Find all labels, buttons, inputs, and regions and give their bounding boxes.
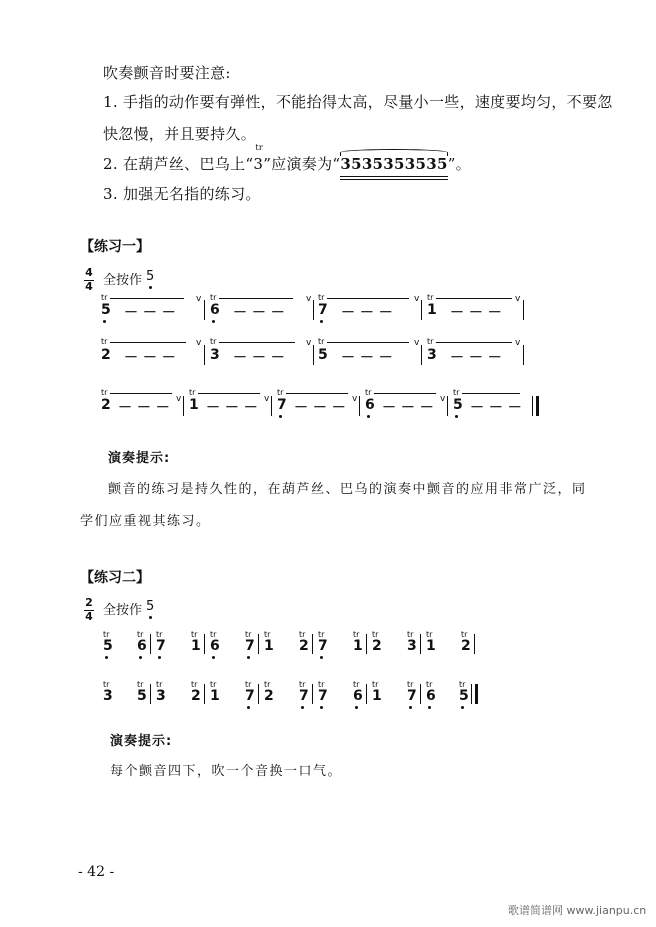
- trill-line: [327, 342, 409, 343]
- note: 2: [101, 347, 111, 363]
- trill-mark: tr: [210, 630, 217, 639]
- trill-mark: tr: [277, 388, 284, 397]
- trill-mark: tr: [426, 630, 433, 639]
- bar-line: [258, 634, 259, 654]
- trill-expansion: 3535353535: [340, 155, 448, 173]
- slur: [340, 149, 447, 156]
- trill-line: [462, 393, 520, 394]
- note: 7: [277, 397, 287, 413]
- trill-mark: tr: [255, 143, 263, 152]
- intro-item-2-suffix: ”。: [447, 155, 471, 173]
- note: 5: [101, 302, 111, 318]
- trill-line: [436, 298, 512, 299]
- note: 7: [156, 638, 166, 654]
- trill-mark: tr: [407, 630, 414, 639]
- note: 7: [299, 688, 309, 704]
- bar-line: [366, 634, 367, 654]
- bar-line: [258, 684, 259, 704]
- note: 1: [191, 638, 201, 654]
- bar-line: [420, 684, 421, 704]
- trill-mark: tr: [264, 680, 271, 689]
- breath-mark: v: [440, 394, 446, 404]
- trill-mark: tr: [189, 388, 196, 397]
- intro-item-2-notes: [340, 155, 447, 173]
- bar-line: [447, 396, 448, 416]
- time-signature-bottom: 4: [85, 610, 93, 623]
- breath-mark: v: [414, 338, 420, 348]
- trill-mark: tr: [318, 630, 325, 639]
- time-signature-top: 4: [85, 266, 93, 279]
- underline-2: [340, 179, 447, 180]
- bar-line: [150, 684, 151, 704]
- trill-mark: tr: [156, 680, 163, 689]
- trill-mark: tr: [353, 630, 360, 639]
- low-octave-dot: [301, 706, 304, 709]
- dashes: － － －: [124, 305, 176, 321]
- breath-mark: v: [176, 394, 182, 404]
- fingering-label: 全按作: [103, 273, 143, 288]
- trill-line: [219, 298, 293, 299]
- intro-heading: 吹奏颤音时要注意:: [103, 64, 231, 82]
- trill-mark: tr: [318, 680, 325, 689]
- intro-item-2-middle: ”应演奏为“: [263, 155, 341, 173]
- bar-line: [523, 345, 524, 365]
- trill-mark: tr: [137, 630, 144, 639]
- breath-mark: v: [306, 338, 312, 348]
- bar-line: [420, 634, 421, 654]
- breath-mark: v: [515, 338, 521, 348]
- intro-item-3: 3. 加强无名指的练习。: [103, 185, 261, 203]
- low-octave-dot: [455, 415, 458, 418]
- note: 7: [407, 688, 417, 704]
- dashes: － － －: [206, 400, 258, 416]
- trill-mark: tr: [459, 680, 466, 689]
- trill-line: [436, 342, 512, 343]
- intro-item-2-trill-note: [253, 143, 264, 173]
- trill-mark: tr: [453, 388, 460, 397]
- trill-line: [110, 393, 172, 394]
- low-octave-dot: [149, 616, 152, 619]
- exercise-2-title: 【练习二】: [80, 570, 150, 586]
- bar-line: [313, 300, 314, 320]
- bar-line: [183, 396, 184, 416]
- note: 6: [365, 397, 375, 413]
- note: 6: [353, 688, 363, 704]
- trill-line: [374, 393, 436, 394]
- low-octave-dot: [320, 320, 323, 323]
- note: 3: [103, 688, 113, 704]
- breath-mark: v: [196, 338, 202, 348]
- low-octave-dot: [149, 286, 152, 289]
- trill-mark: tr: [426, 680, 433, 689]
- dashes: － － －: [470, 400, 522, 416]
- trill-mark: tr: [137, 680, 144, 689]
- bar-line: [312, 684, 313, 704]
- bar-line: [359, 396, 360, 416]
- low-octave-dot: [409, 706, 412, 709]
- low-octave-dot: [320, 656, 323, 659]
- note: 1: [210, 688, 220, 704]
- trill-mark: tr: [101, 337, 108, 346]
- note: 7: [245, 688, 255, 704]
- time-signature-bottom: 4: [85, 280, 93, 293]
- breath-mark: v: [196, 294, 202, 304]
- trill-line: [327, 298, 409, 299]
- low-octave-dot: [212, 320, 215, 323]
- bar-line: [204, 345, 205, 365]
- note: 6: [210, 302, 220, 318]
- trill-mark: tr: [365, 388, 372, 397]
- note: 3: [407, 638, 417, 654]
- fingering-label: 全按作: [103, 603, 143, 618]
- trill-mark: tr: [103, 630, 110, 639]
- exercise-1-tip-line-1: 颤音的练习是持久性的，在葫芦丝、巴乌的演奏中颤音的应用非常广泛，同: [108, 482, 587, 497]
- dashes: － － －: [233, 305, 285, 321]
- trill-line: [110, 298, 184, 299]
- note: 2: [264, 688, 274, 704]
- note: 3: [253, 155, 264, 173]
- low-octave-dot: [247, 706, 250, 709]
- trill-mark: tr: [210, 680, 217, 689]
- note: 7: [245, 638, 255, 654]
- trill-mark: tr: [264, 630, 271, 639]
- dashes: － － －: [450, 350, 502, 366]
- trill-mark: tr: [245, 680, 252, 689]
- note: 1: [426, 638, 436, 654]
- exercise-1-title: 【练习一】: [80, 239, 150, 255]
- note: 1: [353, 638, 363, 654]
- intro-item-2: [103, 143, 471, 174]
- note: 5: [137, 688, 147, 704]
- dashes: － － －: [118, 400, 170, 416]
- low-octave-dot: [158, 656, 161, 659]
- low-octave-dot: [367, 415, 370, 418]
- intro-item-1-line-1: 1. 手指的动作要有弹性，不能抬得太高，尽量小一些，速度要均匀，不要忽: [103, 93, 613, 111]
- low-octave-dot: [428, 706, 431, 709]
- trill-mark: tr: [299, 680, 306, 689]
- trill-mark: tr: [101, 388, 108, 397]
- bar-line: [366, 684, 367, 704]
- note: 6: [137, 638, 147, 654]
- note: 1: [189, 397, 199, 413]
- note: 5: [453, 397, 463, 413]
- bar-line: [421, 345, 422, 365]
- trill-mark: tr: [245, 630, 252, 639]
- trill-mark: tr: [101, 293, 108, 302]
- trill-line: [219, 342, 295, 343]
- low-octave-dot: [355, 706, 358, 709]
- end-bar-thick: [536, 396, 539, 416]
- note: 2: [461, 638, 471, 654]
- dashes: － － －: [124, 350, 176, 366]
- bar-line: [313, 345, 314, 365]
- trill-line: [110, 342, 186, 343]
- trill-mark: tr: [427, 337, 434, 346]
- note: 2: [191, 688, 201, 704]
- breath-mark: v: [515, 294, 521, 304]
- dashes: － － －: [341, 305, 393, 321]
- note: 5: [318, 347, 328, 363]
- trill-mark: tr: [156, 630, 163, 639]
- intro-item-1-line-2: 快忽慢，并且要持久。: [103, 125, 257, 143]
- bar-line: [271, 396, 272, 416]
- watermark: 歌谱简谱网 www.jianpu.cn: [508, 904, 647, 917]
- low-octave-dot: [461, 706, 464, 709]
- bar-line: [312, 634, 313, 654]
- exercise-2-tip-line-1: 每个颤音四下，吹一个音换一口气。: [110, 764, 343, 779]
- time-signature-top: 2: [85, 596, 93, 609]
- bar-line: [204, 634, 205, 654]
- low-octave-dot: [103, 320, 106, 323]
- trill-mark: tr: [191, 680, 198, 689]
- exercise-2-tip-label: 演奏提示:: [110, 734, 173, 749]
- trill-mark: tr: [372, 630, 379, 639]
- trill-mark: tr: [318, 293, 325, 302]
- bar-line: [150, 634, 151, 654]
- exercise-1-tip-line-2: 学们应重视其练习。: [80, 514, 211, 529]
- trill-line: [286, 393, 348, 394]
- intro-item-2-prefix: 2. 在葫芦丝、巴乌上“: [103, 155, 254, 173]
- breath-mark: v: [352, 394, 358, 404]
- trill-mark: tr: [191, 630, 198, 639]
- dashes: － － －: [294, 400, 346, 416]
- note: 7: [318, 688, 328, 704]
- trill-mark: tr: [318, 337, 325, 346]
- trill-mark: tr: [210, 337, 217, 346]
- trill-mark: tr: [103, 680, 110, 689]
- note: 2: [299, 638, 309, 654]
- bar-line: [421, 300, 422, 320]
- note: 6: [210, 638, 220, 654]
- note: 3: [210, 347, 220, 363]
- note: 2: [101, 397, 111, 413]
- note: 1: [427, 302, 437, 318]
- low-octave-dot: [247, 656, 250, 659]
- note: 3: [427, 347, 437, 363]
- low-octave-dot: [105, 656, 108, 659]
- trill-mark: tr: [299, 630, 306, 639]
- dashes: － － －: [341, 350, 393, 366]
- bar-line: [204, 684, 205, 704]
- low-octave-dot: [320, 706, 323, 709]
- trill-line: [198, 393, 260, 394]
- note: 7: [318, 302, 328, 318]
- fingering-note: 5: [146, 269, 155, 284]
- dashes: － － －: [233, 350, 285, 366]
- bar-line: [204, 300, 205, 320]
- note: 2: [372, 638, 382, 654]
- breath-mark: v: [264, 394, 270, 404]
- page-number: - 42 -: [78, 864, 115, 880]
- note: 6: [426, 688, 436, 704]
- end-bar-thick: [475, 684, 478, 704]
- end-bar-thin: [532, 396, 533, 416]
- note: 5: [103, 638, 113, 654]
- low-octave-dot: [279, 415, 282, 418]
- fingering-note: 5: [146, 599, 155, 614]
- underline: [340, 176, 447, 177]
- low-octave-dot: [139, 656, 142, 659]
- trill-mark: tr: [372, 680, 379, 689]
- exercise-1-tip-label: 演奏提示:: [108, 451, 171, 466]
- trill-mark: tr: [210, 293, 217, 302]
- trill-mark: tr: [427, 293, 434, 302]
- dashes: － － －: [382, 400, 434, 416]
- note: 5: [459, 688, 469, 704]
- bar-line: [474, 634, 475, 654]
- note: 3: [156, 688, 166, 704]
- end-bar-thin: [471, 684, 472, 704]
- trill-mark: tr: [407, 680, 414, 689]
- breath-mark: v: [306, 294, 312, 304]
- bar-line: [523, 300, 524, 320]
- breath-mark: v: [414, 294, 420, 304]
- note: 1: [264, 638, 274, 654]
- note: 7: [318, 638, 328, 654]
- trill-mark: tr: [461, 630, 468, 639]
- trill-mark: tr: [353, 680, 360, 689]
- low-octave-dot: [212, 656, 215, 659]
- dashes: － － －: [450, 305, 502, 321]
- note: 1: [372, 688, 382, 704]
